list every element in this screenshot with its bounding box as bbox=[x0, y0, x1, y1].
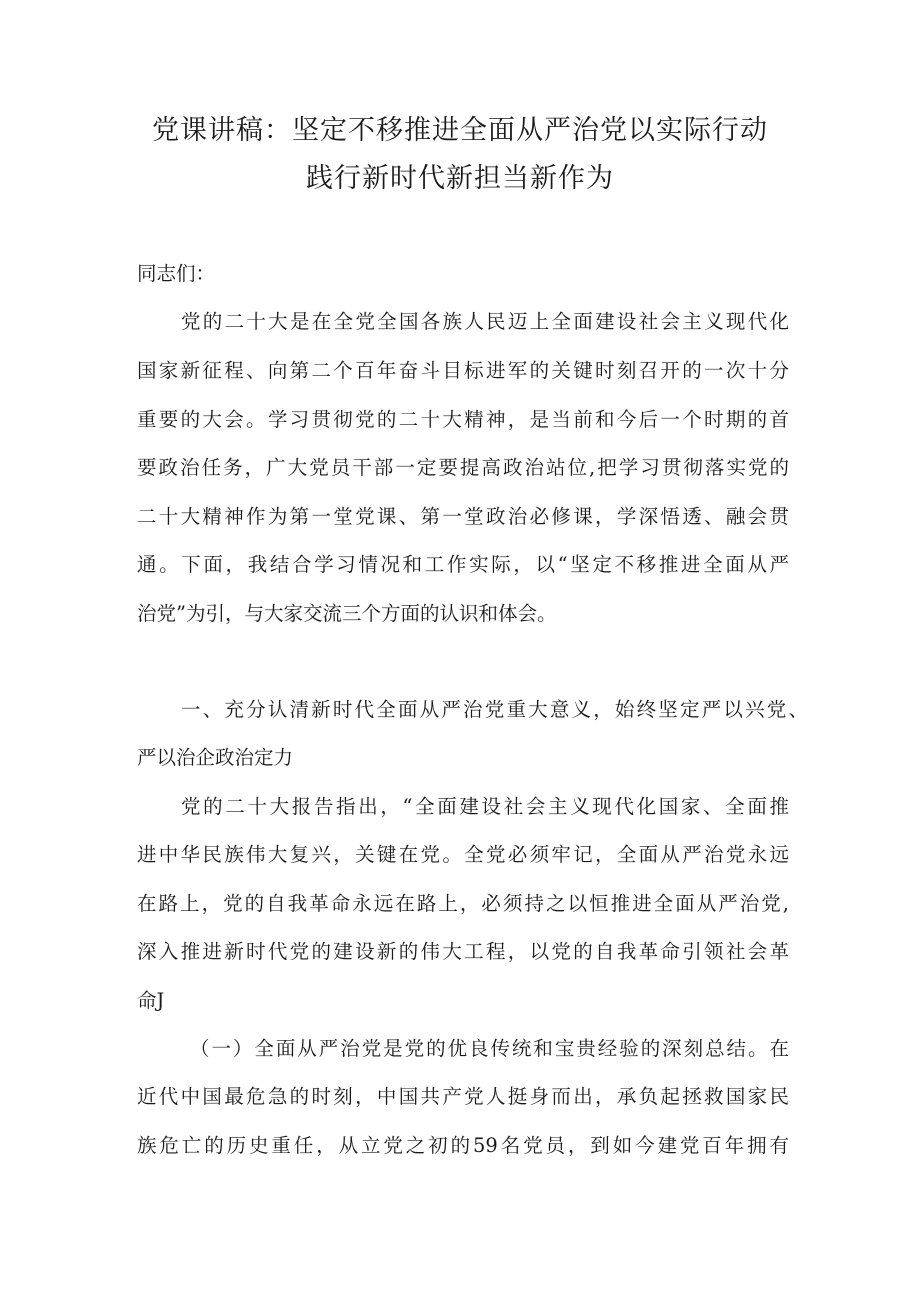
paragraph-line: 治党”为引，与大家交流三个方面的认识和体会。 bbox=[137, 602, 557, 625]
paragraph-line: 通。下面，我结合学习情况和工作实际，以“坚定不移推进全面从严 bbox=[137, 553, 789, 576]
paragraph-line: 深入推进新时代党的建设新的伟大工程，以党的自我革命引领社会革 bbox=[137, 940, 789, 963]
paragraph-line: 党的二十大报告指出，“全面建设社会主义现代化国家、全面推 bbox=[181, 795, 789, 818]
section-heading-line: 严以治企政治定力 bbox=[137, 746, 294, 769]
salutation: 同志们： bbox=[137, 262, 216, 285]
section-heading-line: 一、充分认清新时代全面从严治党重大意义，始终坚定严以兴党、 bbox=[181, 698, 808, 721]
paragraph-line: 重要的大会。学习贯彻党的二十大精神，是当前和今后一个时期的首 bbox=[137, 408, 789, 431]
paragraph-line: 国家新征程、向第二个百年奋斗目标进军的关键时刻召开的一次十分 bbox=[137, 359, 789, 382]
document-title-line-1: 党课讲稿：坚定不移推进全面从严治党以实际行动 bbox=[152, 115, 768, 146]
paragraph-line: 近代中国最危急的时刻，中国共产党人挺身而出，承负起拯救国家民 bbox=[137, 1085, 789, 1108]
paragraph-line: 党的二十大是在全党全国各族人民迈上全面建设社会主义现代化 bbox=[181, 310, 789, 333]
paragraph-line: 族危亡的历史重任，从立党之初的59名党员，到如今建党百年拥有 bbox=[137, 1134, 789, 1157]
document-title-line-2: 践行新时代新担当新作为 bbox=[306, 163, 614, 194]
paragraph-line: 二十大精神作为第一堂党课、第一堂政治必修课，学深悟透、融会贯 bbox=[137, 505, 789, 528]
paragraph-line: 要政治任务，广大党员干部一定要提高政治站位,把学习贯彻落实党的 bbox=[137, 456, 789, 479]
paragraph-line: 进中华民族伟大复兴，关键在党。全党必须牢记，全面从严治党永远 bbox=[137, 843, 789, 866]
paragraph-line: 命J bbox=[137, 989, 165, 1012]
paragraph-line: （一）全面从严治党是党的优良传统和宝贵经验的深刻总结。在 bbox=[190, 1037, 789, 1060]
paragraph-line: 在路上，党的自我革命永远在路上，必须持之以恒推进全面从严治党, bbox=[137, 892, 789, 915]
